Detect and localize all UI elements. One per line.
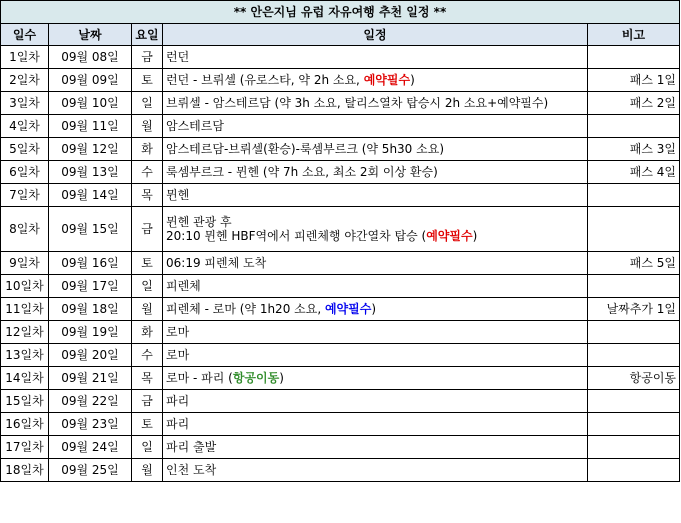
plan-line <box>166 256 584 270</box>
table-row <box>1 367 680 390</box>
table-row <box>1 69 680 92</box>
table-row <box>1 46 680 69</box>
plan-highlight: 항공이동 <box>232 371 280 385</box>
table-row <box>1 390 680 413</box>
note-cell[interactable] <box>588 413 680 436</box>
day-cell[interactable]: 14일차 <box>1 367 49 390</box>
plan-cell[interactable] <box>163 184 588 207</box>
weekday-cell[interactable]: 금 <box>132 390 163 413</box>
day-cell[interactable]: 18일차 <box>1 459 49 482</box>
itinerary-rows <box>1 46 680 482</box>
weekday-cell[interactable]: 토 <box>132 413 163 436</box>
date-cell[interactable]: 09월 24일 <box>49 436 132 459</box>
date-cell[interactable]: 09월 18일 <box>49 298 132 321</box>
plan-line <box>166 440 584 454</box>
day-cell[interactable]: 8일차 <box>1 207 49 252</box>
note-cell[interactable] <box>588 184 680 207</box>
plan-line <box>166 119 584 133</box>
date-cell[interactable]: 09월 13일 <box>49 161 132 184</box>
date-cell[interactable]: 09월 23일 <box>49 413 132 436</box>
date-cell[interactable]: 09월 16일 <box>49 252 132 275</box>
plan-text: ) <box>371 302 377 316</box>
plan-cell[interactable] <box>163 252 588 275</box>
day-cell[interactable]: 5일차 <box>1 138 49 161</box>
day-cell[interactable]: 9일차 <box>1 252 49 275</box>
table-row <box>1 92 680 115</box>
plan-text: 암스테르담-브뤼셀(환승)-룩셈부르크 (약 5h30 소요) <box>166 142 444 156</box>
table-row <box>1 436 680 459</box>
day-cell[interactable]: 7일차 <box>1 184 49 207</box>
plan-line <box>166 96 584 110</box>
plan-text: 로마 <box>166 348 190 362</box>
table-row <box>1 321 680 344</box>
date-cell[interactable]: 09월 10일 <box>49 92 132 115</box>
plan-line <box>166 188 584 202</box>
plan-highlight: 예약필수 <box>426 229 473 243</box>
plan-line <box>166 50 584 64</box>
day-cell[interactable]: 6일차 <box>1 161 49 184</box>
plan-text: 런던 <box>166 50 190 64</box>
plan-cell[interactable] <box>163 344 588 367</box>
note-cell[interactable] <box>588 115 680 138</box>
plan-highlight: 예약필수 <box>324 302 372 316</box>
header-row <box>1 24 680 46</box>
note-cell[interactable]: 패스 3일 <box>588 138 680 161</box>
plan-text: 뮌헨 관광 후 <box>166 215 232 229</box>
weekday-cell[interactable]: 수 <box>132 344 163 367</box>
plan-cell[interactable] <box>163 436 588 459</box>
plan-line <box>166 394 584 408</box>
plan-line <box>166 371 584 385</box>
note-cell[interactable]: 패스 2일 <box>588 92 680 115</box>
table-row <box>1 459 680 482</box>
plan-cell[interactable] <box>163 275 588 298</box>
note-cell[interactable]: 날짜추가 1일 <box>588 298 680 321</box>
plan-text: ) <box>410 73 415 87</box>
note-cell[interactable] <box>588 390 680 413</box>
plan-line <box>166 73 584 87</box>
day-cell[interactable]: 15일차 <box>1 390 49 413</box>
header-day[interactable]: 일수 <box>1 24 49 46</box>
day-cell[interactable]: 1일차 <box>1 46 49 69</box>
plan-text: 인천 도착 <box>166 463 217 477</box>
title-row <box>1 1 680 24</box>
date-cell[interactable]: 09월 11일 <box>49 115 132 138</box>
weekday-cell[interactable]: 일 <box>132 92 163 115</box>
date-cell[interactable]: 09월 22일 <box>49 390 132 413</box>
day-cell[interactable]: 16일차 <box>1 413 49 436</box>
plan-cell[interactable] <box>163 298 588 321</box>
plan-cell[interactable] <box>163 367 588 390</box>
day-cell[interactable]: 13일차 <box>1 344 49 367</box>
day-cell[interactable]: 17일차 <box>1 436 49 459</box>
plan-text: 룩셈부르크 - 뮌헨 (약 7h 소요, 최소 2회 이상 환승) <box>166 165 438 179</box>
table-row <box>1 413 680 436</box>
note-cell[interactable] <box>588 459 680 482</box>
note-cell[interactable]: 항공이동 <box>588 367 680 390</box>
date-cell[interactable]: 09월 08일 <box>49 46 132 69</box>
plan-line <box>166 142 584 156</box>
table-row <box>1 161 680 184</box>
header-plan[interactable]: 일정 <box>163 24 588 46</box>
plan-text: 로마 - 파리 ( <box>166 371 233 385</box>
plan-text: 피렌체 <box>166 279 201 293</box>
plan-line <box>166 463 584 477</box>
header-weekday[interactable]: 요일 <box>132 24 163 46</box>
plan-line <box>166 229 584 243</box>
plan-highlight: 예약필수 <box>363 73 411 87</box>
weekday-cell[interactable]: 화 <box>132 138 163 161</box>
date-cell[interactable]: 09월 21일 <box>49 367 132 390</box>
plan-text: ) <box>279 371 284 385</box>
plan-line <box>166 325 584 339</box>
plan-text: 뮌헨 <box>166 188 190 202</box>
day-cell[interactable]: 12일차 <box>1 321 49 344</box>
date-cell[interactable]: 09월 17일 <box>49 275 132 298</box>
plan-cell[interactable] <box>163 413 588 436</box>
plan-cell[interactable] <box>163 161 588 184</box>
plan-text: 브뤼셀 - 암스테르담 (약 3h 소요, 탈리스열차 탑승시 2h 소요+예약필수) <box>166 96 549 110</box>
plan-cell[interactable] <box>163 138 588 161</box>
date-cell[interactable]: 09월 12일 <box>49 138 132 161</box>
date-cell[interactable]: 09월 20일 <box>49 344 132 367</box>
plan-cell[interactable] <box>163 92 588 115</box>
plan-line <box>166 417 584 431</box>
day-cell[interactable]: 2일차 <box>1 69 49 92</box>
plan-line <box>166 215 584 229</box>
note-cell[interactable] <box>588 344 680 367</box>
table-row <box>1 275 680 298</box>
table-row <box>1 184 680 207</box>
plan-text: 로마 <box>166 325 190 339</box>
note-cell[interactable] <box>588 321 680 344</box>
plan-cell[interactable] <box>163 321 588 344</box>
plan-text: 파리 <box>166 394 190 408</box>
table-row <box>1 115 680 138</box>
weekday-cell[interactable]: 토 <box>132 252 163 275</box>
weekday-cell[interactable]: 토 <box>132 69 163 92</box>
plan-cell[interactable] <box>163 115 588 138</box>
note-cell[interactable] <box>588 46 680 69</box>
plan-line <box>166 302 584 316</box>
table-row <box>1 298 680 321</box>
header-date[interactable]: 날짜 <box>49 24 132 46</box>
note-cell[interactable] <box>588 275 680 298</box>
weekday-cell[interactable]: 목 <box>132 184 163 207</box>
weekday-cell[interactable]: 금 <box>132 46 163 69</box>
weekday-cell[interactable]: 월 <box>132 115 163 138</box>
weekday-cell[interactable]: 수 <box>132 161 163 184</box>
note-cell[interactable] <box>588 207 680 252</box>
plan-cell[interactable] <box>163 390 588 413</box>
weekday-cell[interactable]: 월 <box>132 459 163 482</box>
weekday-cell[interactable]: 목 <box>132 367 163 390</box>
table-row <box>1 207 680 252</box>
plan-line <box>166 348 584 362</box>
date-cell[interactable]: 09월 14일 <box>49 184 132 207</box>
header-note[interactable]: 비고 <box>588 24 680 46</box>
date-cell[interactable]: 09월 15일 <box>49 207 132 252</box>
plan-line <box>166 165 584 179</box>
weekday-cell[interactable]: 화 <box>132 321 163 344</box>
note-cell[interactable]: 패스 1일 <box>588 69 680 92</box>
plan-line <box>166 279 584 293</box>
plan-text: ) <box>472 229 478 243</box>
note-cell[interactable]: 패스 5일 <box>588 252 680 275</box>
weekday-cell[interactable]: 금 <box>132 207 163 252</box>
date-cell[interactable]: 09월 19일 <box>49 321 132 344</box>
plan-text: 파리 <box>166 417 190 431</box>
plan-text: 파리 출발 <box>166 440 217 454</box>
weekday-cell[interactable]: 일 <box>132 275 163 298</box>
plan-text: 암스테르담 <box>166 119 224 133</box>
plan-cell[interactable] <box>163 69 588 92</box>
plan-text: 피렌체 - 로마 (약 1h20 소요, <box>166 302 325 316</box>
day-cell[interactable]: 4일차 <box>1 115 49 138</box>
table-row <box>1 252 680 275</box>
note-cell[interactable]: 패스 4일 <box>588 161 680 184</box>
note-cell[interactable] <box>588 436 680 459</box>
day-cell[interactable]: 11일차 <box>1 298 49 321</box>
table-row <box>1 344 680 367</box>
plan-text: 06:19 피렌체 도착 <box>166 256 267 270</box>
plan-cell[interactable] <box>163 46 588 69</box>
table-row <box>1 138 680 161</box>
plan-cell[interactable] <box>163 207 588 252</box>
plan-text: 런던 - 브뤼셀 (유로스타, 약 2h 소요, <box>166 73 364 87</box>
itinerary-title[interactable]: ** 안은지님 유럽 자유여행 추천 일정 ** <box>1 1 680 24</box>
plan-text: 20:10 뮌헨 HBF역에서 피렌체행 야간열차 탑승 ( <box>166 229 427 243</box>
day-cell[interactable]: 10일차 <box>1 275 49 298</box>
weekday-cell[interactable]: 월 <box>132 298 163 321</box>
date-cell[interactable]: 09월 25일 <box>49 459 132 482</box>
weekday-cell[interactable]: 일 <box>132 436 163 459</box>
date-cell[interactable]: 09월 09일 <box>49 69 132 92</box>
plan-cell[interactable] <box>163 459 588 482</box>
day-cell[interactable]: 3일차 <box>1 92 49 115</box>
